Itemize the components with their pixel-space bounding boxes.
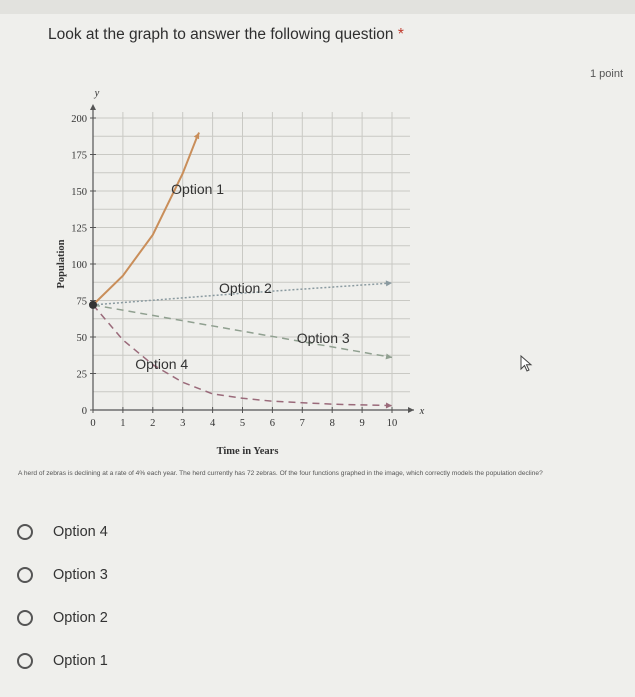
x-axis-arrow <box>408 407 414 413</box>
series-label: Option 3 <box>296 329 350 346</box>
top-band <box>0 0 635 14</box>
y-axis-arrow <box>90 104 96 110</box>
y-tick-label: 25 <box>76 369 87 381</box>
x-axis-letter: x <box>419 406 425 417</box>
x-tick-label: 2 <box>150 418 156 429</box>
x-tick-label: 1 <box>120 418 126 429</box>
y-tick-label: 50 <box>76 333 87 344</box>
radio-button[interactable] <box>17 567 33 583</box>
start-point <box>89 301 97 309</box>
y-tick-label: 100 <box>71 260 87 271</box>
radio-button[interactable] <box>17 653 33 669</box>
x-tick-label: 10 <box>386 418 398 429</box>
series-arrow <box>194 131 202 139</box>
y-tick-label: 175 <box>71 150 87 162</box>
x-tick-label: 5 <box>239 418 246 429</box>
series-arrow <box>386 280 392 286</box>
radio-button[interactable] <box>17 524 33 540</box>
x-tick-label: 3 <box>180 418 186 429</box>
x-tick-label: 0 <box>90 418 96 429</box>
question-description: A herd of zebras is declining at a rate of 4% each year. The herd currently has 72 zebras. Of the four functions graphed in the image, which correctly models the population decline? <box>18 470 543 477</box>
x-tick-label: 4 <box>209 418 216 429</box>
y-tick-label: 125 <box>71 223 87 235</box>
question-title <box>48 26 404 44</box>
option-row[interactable] <box>17 639 108 682</box>
x-tick-label: 6 <box>269 418 276 429</box>
series-arrow <box>386 402 392 408</box>
series-label: Option 1 <box>171 180 225 197</box>
y-tick-label: 0 <box>81 406 87 417</box>
options-list <box>17 510 108 682</box>
series-label: Option 4 <box>135 356 189 373</box>
y-tick-label: 75 <box>76 296 87 308</box>
radio-button[interactable] <box>17 610 33 626</box>
required-mark: * <box>397 26 404 43</box>
option-row[interactable] <box>17 596 108 639</box>
option-label: Option 2 <box>53 609 108 626</box>
x-axis-label: Time in Years <box>216 446 279 457</box>
x-tick-label: 7 <box>299 418 305 429</box>
option-label: Option 3 <box>53 566 108 583</box>
y-axis-label: Population <box>56 239 67 289</box>
question-title-text: Look at the graph to answer the following question <box>48 26 394 43</box>
y-tick-label: 200 <box>71 114 87 125</box>
option-row[interactable] <box>17 553 108 596</box>
option-label: Option 1 <box>53 652 108 669</box>
option-row[interactable] <box>17 510 108 553</box>
population-graph <box>40 80 425 465</box>
x-tick-label: 8 <box>329 418 335 429</box>
option-label: Option 4 <box>53 523 108 540</box>
points-label: 1 point <box>590 68 624 80</box>
y-tick-label: 150 <box>71 187 87 198</box>
series-label: Option 2 <box>219 280 272 297</box>
mouse-cursor-icon <box>520 355 534 373</box>
y-axis-letter: y <box>94 88 100 99</box>
x-tick-label: 9 <box>359 418 365 429</box>
